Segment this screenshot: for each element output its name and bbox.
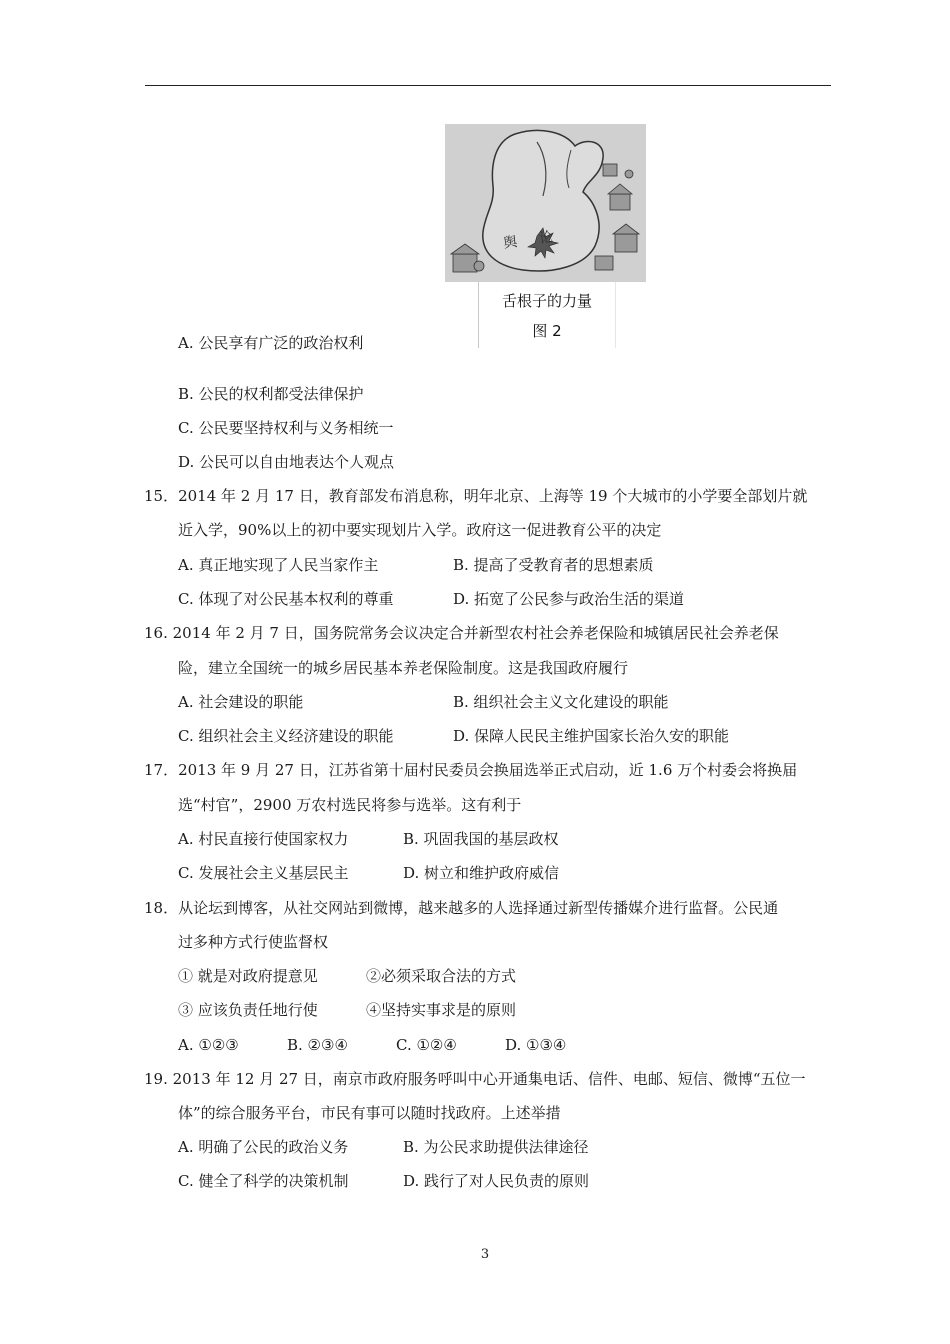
q19-stem-line2: 体”的综合服务平台，市民有事可以随时找政府。上述举措: [178, 1104, 561, 1122]
q14-option-d: D. 公民可以自由地表达个人观点: [178, 453, 395, 471]
q16-stem-line1: 16. 2014 年 2 月 7 日，国务院常务会议决定合并新型农村社会养老保险和城镇居民社会养老保: [144, 624, 779, 642]
q18-item-1: ① 就是对政府提意见: [178, 967, 318, 985]
figure-caption-title: 舌根子的力量: [501, 292, 592, 310]
q15-stem-line1: 15．2014 年 2 月 17 日，教育部发布消息称，明年北京、上海等 19 个大城市的小学要全部划片就: [144, 487, 808, 505]
figure-label: 舆论: [502, 226, 576, 252]
q17-option-b: B. 巩固我国的基层政权: [403, 830, 559, 848]
q18-item-3: ③ 应该负责任地行使: [178, 1001, 318, 1019]
q16-option-a: A. 社会建设的职能: [178, 693, 304, 711]
q16-option-c: C. 组织社会主义经济建设的职能: [178, 727, 394, 745]
q18-stem-line1: 18．从论坛到博客，从社交网站到微博，越来越多的人选择通过新型传播媒介进行监督。公民通: [144, 899, 779, 917]
q14-option-a: A. 公民享有广泛的政治权利: [178, 334, 364, 352]
figure-caption-number: 图 2: [532, 322, 562, 340]
q15-option-a: A. 真正地实现了人民当家作主: [178, 556, 379, 574]
q17-stem-line1: 17．2013 年 9 月 27 日，江苏省第十届村民委员会换届选举正式启动，近 1.6 万个村委会将换届: [144, 761, 798, 779]
q16-stem-line2: 险，建立全国统一的城乡居民基本养老保险制度。这是我国政府履行: [178, 659, 629, 677]
q19-option-b: B. 为公民求助提供法律途径: [403, 1138, 589, 1156]
q18-item-2: ②必须采取合法的方式: [366, 967, 517, 985]
q15-stem-line2: 近入学，90%以上的初中要实现划片入学。政府这一促进教育公平的决定: [178, 521, 662, 539]
figure-caption-box: [478, 282, 616, 348]
q15-option-c: C. 体现了对公民基本权利的尊重: [178, 590, 394, 608]
q15-option-d: D. 拓宽了公民参与政治生活的渠道: [453, 590, 685, 608]
q17-stem-line2: 选“村官”，2900 万农村选民将参与选举。这有利于: [178, 796, 522, 814]
q17-option-d: D. 树立和维护政府威信: [403, 864, 560, 882]
q18-stem-line2: 过多种方式行使监督权: [178, 933, 329, 951]
page-number: 3: [480, 1247, 490, 1262]
q19-option-d: D. 践行了对人民负责的原则: [403, 1172, 590, 1190]
q19-option-a: A. 明确了公民的政治义务: [178, 1138, 349, 1156]
q18-item-4: ④坚持实事求是的原则: [366, 1001, 517, 1019]
q19-option-c: C. 健全了科学的决策机制: [178, 1172, 349, 1190]
q16-option-d: D. 保障人民民主维护国家长治久安的职能: [453, 727, 730, 745]
cartoon-drawing: [445, 124, 646, 282]
q18-option-a: A. ①②③: [178, 1036, 239, 1054]
q18-option-d: D. ①③④: [505, 1036, 567, 1054]
q15-option-b: B. 提高了受教育者的思想素质: [453, 556, 654, 574]
q16-option-b: B. 组织社会主义文化建设的职能: [453, 693, 669, 711]
q17-option-a: A. 村民直接行使国家权力: [178, 830, 349, 848]
q14-option-c: C. 公民要坚持权利与义务相统一: [178, 419, 394, 437]
q17-option-c: C. 发展社会主义基层民主: [178, 864, 349, 882]
q18-option-c: C. ①②④: [396, 1036, 457, 1054]
q14-option-b: B. 公民的权利都受法律保护: [178, 385, 364, 403]
q18-option-b: B. ②③④: [287, 1036, 348, 1054]
header-rule: [145, 85, 831, 86]
q19-stem-line1: 19. 2013 年 12 月 27 日，南京市政府服务呼叫中心开通集电话、信件、电邮、短信、微博“五位一: [144, 1070, 806, 1088]
figure-cartoon: [445, 124, 646, 282]
